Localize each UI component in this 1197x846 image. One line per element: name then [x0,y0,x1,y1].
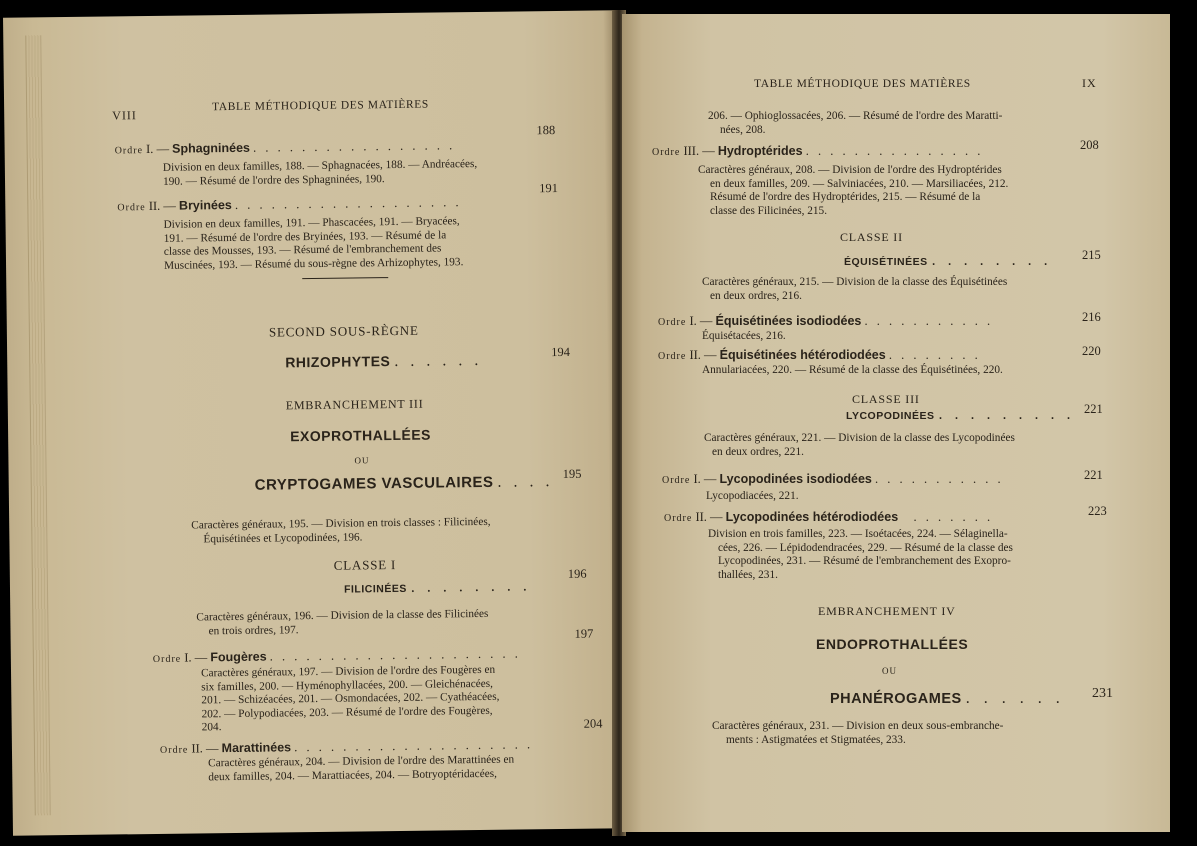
running-head-right: TABLE MÉTHODIQUE DES MATIÈRES [754,78,971,90]
page-ref: 194 [551,344,570,360]
entry-title: PHANÉROGAMES [830,691,962,707]
page-ref: 195 [562,466,582,481]
entry-title: LYCOPODINÉES [846,410,935,422]
ou-label: OU [354,455,370,466]
ordre-numeral: I. [689,314,697,328]
page-ref: 188 [536,123,556,138]
page-ref: 208 [1080,138,1099,152]
ordre-numeral: I. [146,141,154,157]
page-ref: 216 [1082,310,1101,324]
entry-lycopodinees: LYCOPODINÉES . . . . . . . . . [846,406,1075,423]
entry-description: Division en deux familles, 188. — Sphagnacées, 188. — Andréacées, 190. — Résumé de l'ordre des Sphagninées, 190. [162,157,478,188]
embranchement-heading: EMBRANCHEMENT III [285,396,424,413]
ordre-label: Ordre [662,475,691,486]
page-ref: 191 [539,181,558,196]
entry-description: Caractères généraux, 204. — Division de l'ordre des Marattinées en deux familles, 204. — Marattiacées, 204. — Botryoptéridacées, [208,753,515,783]
entry-description: Division en deux familles, 191. — Phascacées, 191. — Bryacées, 191. — Résumé de l'ordre des Bryinées, 193. — Résumé de la classe des Mousses, 193. — Résumé de l'embranchement des Muscinées, 193. — Résumé du sous-règne des Arhizophytes, 193. [163,215,464,272]
ordre-name: Équisétinées hétérodiodées [719,348,886,362]
page-number-right: IX [1082,76,1097,90]
endoprothallees-title: ENDOPROTHALLÉES [816,636,969,652]
entry-description: Caractères généraux, 197. — Division de l'ordre des Fougères en six familles, 200. — Hyménophyllacées, 200. — Gleichénacées, 201. — Schizéacées, 201. — Osmondacées, 202. — Cyathéacées, 202. — Polypodiacées, 203. — Résumé de l'ordre des Fougères, 204. [200,663,500,734]
ordre-label: Ordre [114,145,144,157]
ordre-numeral: I. [693,472,701,486]
ordre-name: Bryinées [178,197,232,213]
entry-lycopodinees-isodiodees: Ordre I. — Lycopodinées isodiodées . . . . . . . . . . . [662,472,1004,486]
entry-description: Caractères généraux, 196. — Division de la classe des Filicinées en trois ordres, 197. [196,607,489,637]
running-head-left: TABLE MÉTHODIQUE DES MATIÈRES [212,98,429,114]
page-ref: 221 [1084,402,1103,416]
ordre-label: Ordre [652,147,681,158]
entry-marattinees: Ordre II. — Marattinées . . . . . . . . . . . . . . . . . . . . [159,737,534,756]
entry-sphagninees: Ordre I. — Sphagninées . . . . . . . . . . . . . . . . . [114,138,456,157]
ordre-numeral: II. [689,348,701,362]
sous-regne-heading: SECOND SOUS-RÈGNE [268,322,419,340]
entry-fougeres: Ordre I. — Fougères . . . . . . . . . . . . . . . . . . . . . [152,646,521,665]
entry-phanerogames: PHANÉROGAMES . . . . . . [830,690,1065,707]
entry-description: Caractères généraux, 231. — Division en deux sous-embranche- ments : Astigmatées et Stigmatées, 233. [712,720,1004,746]
ou-label: OU [882,666,897,676]
page-ref: 215 [1082,248,1101,262]
page-ref: 204 [583,716,603,731]
entry-description: Caractères généraux, 195. — Division en trois classes : Filicinées, Équisétinées et Lycopodinées, 196. [191,515,491,545]
entry-title: RHIZOPHYTES [285,353,391,371]
entry-description: 206. — Ophioglossacées, 206. — Résumé de l'ordre des Maratti- nées, 208. [708,110,1003,136]
entry-description: Division en trois familles, 223. — Isoétacées, 224. — Sélaginella- cées, 226. — Lépidodendracées, 229. — Résumé de la classe des Lycopodinées, 231. — Résumé de l'embranchement des Exopro- thallées, 231. [708,528,1013,581]
entry-hydropterides: Ordre III. — Hydroptérides . . . . . . . . . . . . . . . [652,144,984,158]
page-ref: 196 [567,566,587,581]
entry-title: FILICINÉES [343,582,407,596]
entry-title: ÉQUISÉTINÉES [844,256,928,268]
classe-heading: CLASSE III [852,392,920,406]
page-number-left: VIII [112,108,137,123]
entry-description: Annulariacées, 220. — Résumé de la classe des Équisétinées, 220. [702,364,1003,376]
entry-description: Lycopodiacées, 221. [706,490,799,502]
entry-filicinees: FILICINÉES . . . . . . . . [343,577,531,596]
ordre-label: Ordre [658,351,687,362]
entry-rhizophytes: RHIZOPHYTES . . . . . . [285,351,483,371]
classe-heading: CLASSE I [333,557,397,573]
section-rule [302,277,388,279]
ordre-label: Ordre [664,513,693,524]
ordre-label: Ordre [159,744,189,756]
ordre-numeral: II. [191,741,203,756]
ordre-name: Lycopodinées isodiodées [719,472,872,486]
entry-title: CRYPTOGAMES VASCULAIRES [254,473,494,494]
entry-description: Caractères généraux, 215. — Division de la classe des Équisétinées en deux ordres, 216. [702,276,1008,302]
ordre-numeral: III. [683,144,700,158]
page-ref: 197 [574,626,594,641]
entry-equisetinees-isodiodees: Ordre I. — Équisétinées isodiodées . . . . . . . . . . . [658,314,994,328]
ordre-name: Lycopodinées hétérodiodées [725,510,899,524]
entry-description: Caractères généraux, 221. — Division de la classe des Lycopodinées en deux ordres, 221. [704,432,1015,458]
ordre-label: Ordre [117,202,146,214]
ordre-name: Équisétinées isodiodées [715,314,862,328]
entry-description: Caractères généraux, 208. — Division de l'ordre des Hydroptérides en deux familles, 209. — Salviniacées, 210. — Marsiliacées, 212. Résumé de l'ordre des Hydroptérides, 215. — Résumé de la classe des Filicinées, 215. [698,164,1009,217]
ordre-numeral: II. [695,510,707,524]
entry-equisetinees-heterodiodees: Ordre II. — Équisétinées hétérodiodées . . . . . . . . [658,348,981,362]
ordre-label: Ordre [658,317,687,328]
ordre-name: Sphagninées [172,140,251,156]
ordre-name: Fougères [210,649,267,665]
page-edge-stack [25,35,51,815]
right-page [622,14,1170,832]
ordre-label: Ordre [152,653,182,665]
entry-lycopodinees-heterodiodees: Ordre II. — Lycopodinées hétérodiodées . . . . . . . [664,510,994,524]
entry-bryinees: Ordre II. — Bryinées . . . . . . . . . . . . . . . . . . . [117,195,462,214]
embranchement-heading: EMBRANCHEMENT IV [818,604,956,618]
classe-heading: CLASSE II [840,230,903,244]
entry-equisetinees: ÉQUISÉTINÉES . . . . . . . . [844,252,1052,269]
entry-cryptogames: CRYPTOGAMES VASCULAIRES . . . . [254,473,554,494]
ordre-numeral: II. [148,198,161,214]
page-ref: 231 [1092,686,1113,701]
ordre-numeral: I. [184,650,192,665]
left-page [3,10,625,835]
entry-description: Équisétacées, 216. [702,330,786,342]
page-ref: 223 [1088,504,1107,518]
ordre-name: Marattinées [221,740,292,756]
exoprothallees-title: EXOPROTHALLÉES [290,426,432,445]
page-ref: 221 [1084,468,1103,482]
page-ref: 220 [1082,344,1101,358]
ordre-name: Hydroptérides [717,144,803,158]
